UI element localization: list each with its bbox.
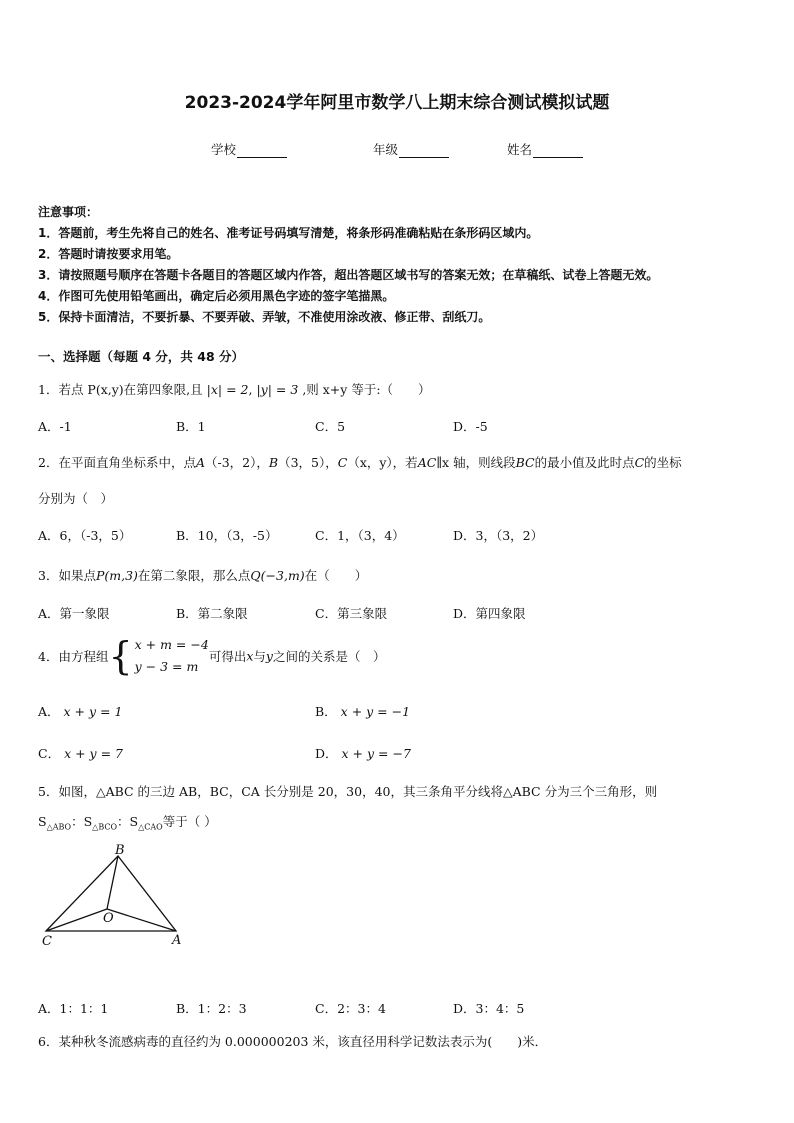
q2-text: 2．在平面直角坐标系中，点 (38, 455, 196, 470)
school-label: 学校 (211, 142, 237, 157)
q4-text: 4．由方程组 (38, 649, 109, 664)
label-c: C (42, 934, 52, 949)
note-item: 5．保持卡面清洁，不要折暴、不要弄破、弄皱，不准使用涂改液、修正带、刮纸刀。 (38, 310, 491, 324)
q2-point-a: A (195, 455, 205, 470)
q5-s3-sub: △CAO (138, 822, 163, 832)
q3-option-d[interactable]: D．第四象限 (453, 606, 526, 621)
question-1 (38, 380, 431, 398)
q4-option-a[interactable] (38, 702, 122, 720)
q4-option-a-math: x + y = 1 (63, 704, 123, 719)
note-item: 3．请按照题号顺序在答题卡各题目的答题区域内作答，超出答题区域书写的答案无效；在草稿纸、试卷上答题无效。 (38, 268, 659, 282)
bisector-co (46, 909, 107, 931)
note-item: 1．答题前，考生先将自己的姓名、准考证号码填写清楚，将条形码准确粘贴在条形码区域内。 (38, 226, 539, 240)
exam-title: 2023-2024学年阿里市数学八上期末综合测试模拟试题 (184, 93, 610, 113)
q2-c-coord: （x，y），若 (347, 455, 418, 470)
q5-s1-sub: △ABO (46, 822, 72, 832)
q2-parallel: ∥x 轴，则线段 (436, 455, 516, 470)
q2-segment-ac: AC (417, 455, 437, 470)
school-field[interactable] (211, 140, 287, 158)
name-blank[interactable] (533, 145, 583, 158)
q1-option-b[interactable]: B．1 (176, 419, 206, 434)
q2-b-coord: （3，5）， (278, 455, 338, 470)
q3-mid: 在第二象限，那么点 (137, 568, 251, 583)
q2-point-b: B (268, 455, 279, 470)
q3-option-c[interactable]: C．第三象限 (315, 606, 388, 621)
notes-heading: 注意事项： (38, 205, 99, 219)
note-item: 2．答题时请按要求用笔。 (38, 247, 179, 261)
q4-option-d-label: D． (315, 746, 338, 761)
q4-equation-system (135, 634, 209, 678)
q5-sep1: ：S (71, 814, 93, 829)
question-5: 5．如图，△ABC 的三边 AB，BC，CA 长分别是 20，30，40，其三条角平分线将△ABC 分为三个三角形，则 (38, 784, 658, 799)
q3-point-p: P(m,3) (95, 568, 138, 583)
label-o: O (103, 911, 114, 926)
q4-option-b-math: x + y = −1 (340, 704, 411, 719)
q1-option-d[interactable]: D．-5 (453, 419, 488, 434)
q4-option-d-math: x + y = −7 (341, 746, 411, 761)
q4-x: x (246, 648, 254, 664)
q2-point-c: C (337, 455, 348, 470)
q4-option-a-label: A． (38, 704, 60, 719)
q4-eq2: y − 3 = m (134, 659, 199, 674)
q1-option-c[interactable]: C．5 (315, 419, 346, 434)
q2-option-d[interactable]: D．3，（3，2） (453, 528, 544, 543)
question-2 (38, 453, 682, 471)
q5-tail: 等于（ ） (162, 814, 217, 829)
section-heading: 一、选择题（每题 4 分，共 48 分） (38, 349, 245, 364)
q3-point-q: Q(−3,m) (250, 568, 305, 583)
q2-a-coord: （-3，2）， (205, 455, 269, 470)
q5-option-b[interactable]: B．1：2：3 (176, 1001, 247, 1016)
q2-segment-bc: BC (515, 455, 535, 470)
q2-option-c[interactable]: C．1，（3，4） (315, 528, 405, 543)
note-item: 4．作图可先使用铅笔画出，确定后必须用黑色字迹的签字笔描黑。 (38, 289, 395, 303)
q1-abs-y: |y| = 3 (256, 382, 299, 397)
label-b: B (115, 843, 125, 858)
q4-brace: { (108, 634, 133, 678)
school-blank[interactable] (237, 145, 287, 158)
q4-tail: 之间的关系是（ ） (272, 649, 386, 664)
q3-option-b[interactable]: B．第二象限 (176, 606, 248, 621)
q4-mid: 可得出 (208, 649, 247, 664)
q5-option-a[interactable]: A．1：1：1 (38, 1001, 109, 1016)
bisector-bo (107, 856, 118, 909)
q5-ratio-line (38, 812, 217, 832)
q3-tail: 在（ ） (304, 568, 368, 583)
q4-option-b[interactable] (315, 702, 410, 720)
q4-y: y (265, 648, 273, 664)
q4-eq1: x + m = −4 (134, 637, 209, 652)
q5-s2-sub: △BCO (92, 822, 118, 832)
q1-option-a[interactable]: A．-1 (38, 419, 72, 434)
q5-option-d[interactable]: D．3：4：5 (453, 1001, 525, 1016)
q1-tail: ,则 x+y 等于:（ ） (302, 382, 431, 397)
q4-option-b-label: B． (315, 704, 337, 719)
q5-option-c[interactable]: C．2：3：4 (315, 1001, 386, 1016)
q2-line2: 分别为（ ） (38, 491, 114, 506)
q3-option-a[interactable]: A．第一象限 (38, 606, 110, 621)
q5-sep2: ：S (117, 814, 139, 829)
q2-option-b[interactable]: B．10，（3，-5） (176, 528, 278, 543)
grade-blank[interactable] (399, 145, 449, 158)
question-4 (38, 634, 385, 678)
triangle-figure (36, 840, 196, 950)
q2-point-c2: C (634, 455, 645, 470)
q2-end: 的坐标 (644, 455, 682, 470)
q1-sep: , (248, 382, 253, 397)
grade-label: 年级 (373, 142, 399, 157)
q4-and: 与 (253, 649, 266, 664)
grade-field[interactable] (373, 140, 449, 158)
q1-abs-x: |x| = 2 (206, 382, 249, 397)
q4-option-c-math: x + y = 7 (64, 746, 123, 761)
q4-option-d[interactable] (315, 744, 411, 762)
q4-option-c-label: C． (38, 746, 61, 761)
name-label: 姓名 (507, 142, 533, 157)
q1-text: 1．若点 P(x,y)在第四象限,且 (38, 382, 203, 397)
q2-option-a[interactable]: A．6，（-3，5） (38, 528, 132, 543)
question-6: 6．某种秋冬流感病毒的直径约为 0.000000203 米，该直径用科学记数法表示为( )米． (38, 1034, 548, 1049)
q5-s1: S (38, 814, 47, 829)
q4-option-c[interactable] (38, 744, 123, 762)
name-field[interactable] (507, 140, 583, 158)
q3-text: 3．如果点 (38, 568, 96, 583)
question-3 (38, 566, 367, 584)
bisector-ao (107, 909, 176, 931)
label-a: A (172, 933, 182, 948)
q2-mid: 的最小值及此时点 (534, 455, 635, 470)
